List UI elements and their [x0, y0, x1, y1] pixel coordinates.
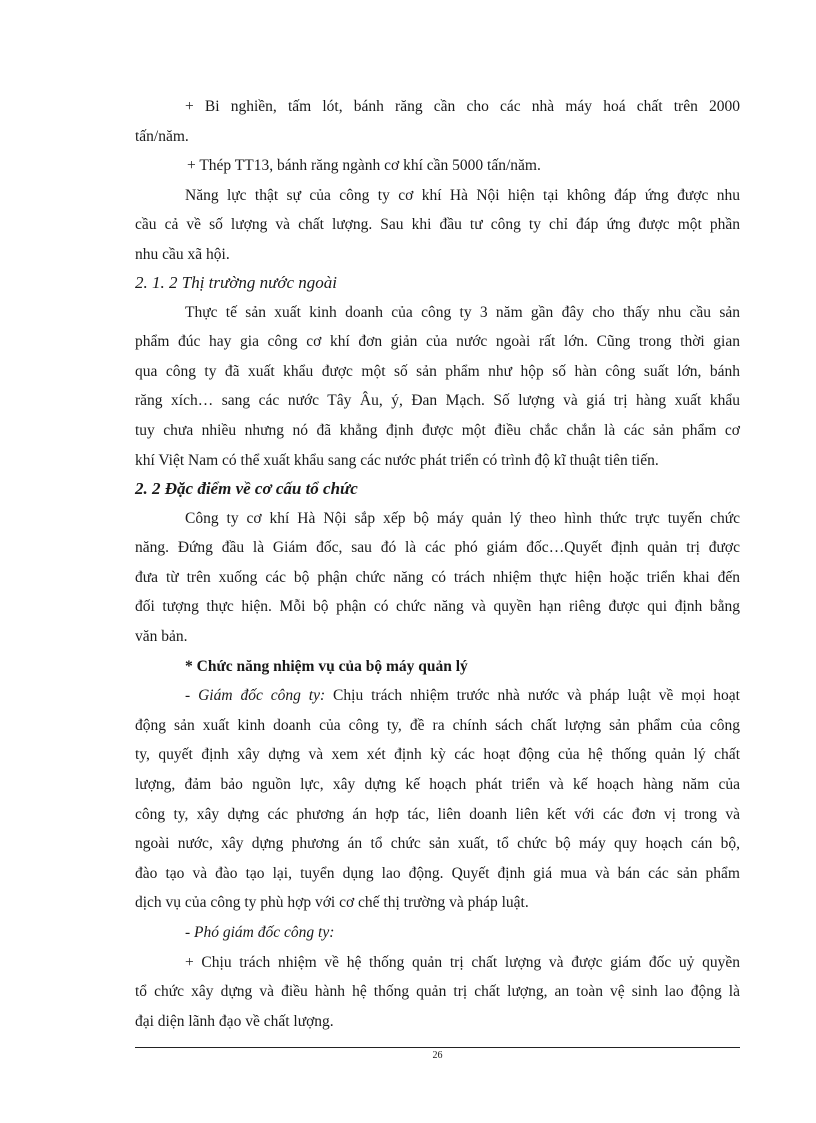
paragraph-export-line-2: phẩm đúc hay gia công cơ khí đơn giản của nước ngoài rất lớn. Cũng trong thời gian [135, 333, 740, 351]
paragraph-export-line-4: răng xích… sang các nước Tây Âu, ý, Đan Mạch. Số lượng và giá trị hàng xuất khẩu [135, 392, 740, 410]
director-text: Chịu trách nhiệm trước nhà nước và pháp luật về mọi hoạt [325, 687, 740, 705]
paragraph-capacity-line-2: cầu cả về số lượng và chất lượng. Sau khi đầu tư công ty chỉ đáp ứng được một phần [135, 216, 740, 234]
paragraph-org-line-4: đối tượng thực hiện. Mỗi bộ phận có chức năng và quyền hạn riêng được qui định bằng [135, 598, 740, 616]
list-item-steel: + Thép TT13, bánh răng ngành cơ khí cần 5000 tấn/năm. [187, 157, 541, 175]
paragraph-export-line-5: tuy chưa nhiều nhưng nó đã khẳng định được một điều chắc chắn là các sản phẩm cơ [135, 421, 740, 439]
page-number: 26 [432, 1050, 443, 1061]
deputy-line-2: tổ chức xây dựng và điều hành hệ thống quản trị chất lượng, an toàn vệ sinh lao động là [135, 983, 740, 1001]
paragraph-org-line-5: văn bản. [135, 627, 188, 645]
paragraph-export-line-6: khí Việt Nam có thể xuất khẩu sang các nước phát triển có trình độ kĩ thuật tiên tiến. [135, 451, 659, 469]
paragraph-capacity: Năng lực thật sự của công ty cơ khí Hà Nội hiện tại không đáp ứng được nhu [185, 186, 740, 204]
paragraph-org-line-3: đưa từ trên xuống các bộ phận chức năng có trách nhiệm thực hiện hoặc triển khai đến [135, 568, 740, 586]
director-line-5: công ty, xây dựng các phương án hợp tác, liên doanh liên kết với các đơn vị trong và [135, 805, 740, 823]
deputy-line-3: đại diện lãnh đạo về chất lượng. [135, 1012, 334, 1030]
section-heading-foreign-market: 2. 1. 2 Thị trường nước ngoài [135, 273, 337, 292]
list-item-grinding-cont: tấn/năm. [135, 127, 189, 145]
footer-divider [135, 1047, 740, 1048]
director-line-4: lượng, đảm bảo nguồn lực, xây dựng kế hoạch phát triển và kế hoạch hàng năm của [135, 775, 740, 793]
list-item-grinding: + Bi nghiền, tấm lót, bánh răng cần cho các nhà máy hoá chất trên 2000 [185, 98, 740, 115]
director-line-8: dịch vụ của công ty phù hợp với cơ chế thị trường và pháp luật. [135, 894, 529, 912]
director-line-1 [135, 681, 740, 711]
market-demand-list [135, 92, 740, 270]
role-director: - Giám đốc công ty: [185, 687, 326, 705]
section-organization [135, 474, 740, 1036]
paragraph-export-line-3: qua công ty đã xuất khẩu được một số sản phẩm như hộp số hàn công suất lớn, bánh [135, 362, 740, 380]
paragraph-org-line-2: năng. Đứng đầu là Giám đốc, sau đó là các phó giám đốc…Quyết định quản trị được [135, 539, 740, 557]
deputy-line-1: + Chịu trách nhiệm về hệ thống quản trị chất lượng và được giám đốc uỷ quyền [185, 953, 740, 971]
subheading-functions: * Chức năng nhiệm vụ của bộ máy quản lý [185, 657, 468, 675]
director-line-3: ty, quyết định xây dựng và xem xét định kỳ các hoạt động của hệ thống quản lý chất [135, 746, 740, 764]
director-line-2: động sản xuất kinh doanh của công ty, đề ra chính sách chất lượng sản phẩm của công [135, 716, 740, 734]
director-line-6: ngoài nước, xây dựng phương án tổ chức sản xuất, tổ chức bộ máy quy hoạch cán bộ, [135, 835, 740, 853]
section-foreign-market [135, 268, 740, 475]
section-heading-organization: 2. 2 Đặc điểm về cơ cấu tổ chức [135, 479, 358, 498]
paragraph-org-line-1: Công ty cơ khí Hà Nội sắp xếp bộ máy quản lý theo hình thức trực tuyến chức [185, 509, 740, 527]
paragraph-export-line-1: Thực tế sản xuất kinh doanh của công ty 3 năm gần đây cho thấy nhu cầu sản [185, 303, 740, 321]
director-line-7: đào tạo và đào tạo lại, tuyển dụng lao động. Quyết định giá mua và bán các sản phẩm [135, 864, 740, 882]
paragraph-capacity-line-3: nhu cầu xã hội. [135, 245, 230, 263]
role-deputy-director: - Phó giám đốc công ty: [185, 923, 335, 941]
